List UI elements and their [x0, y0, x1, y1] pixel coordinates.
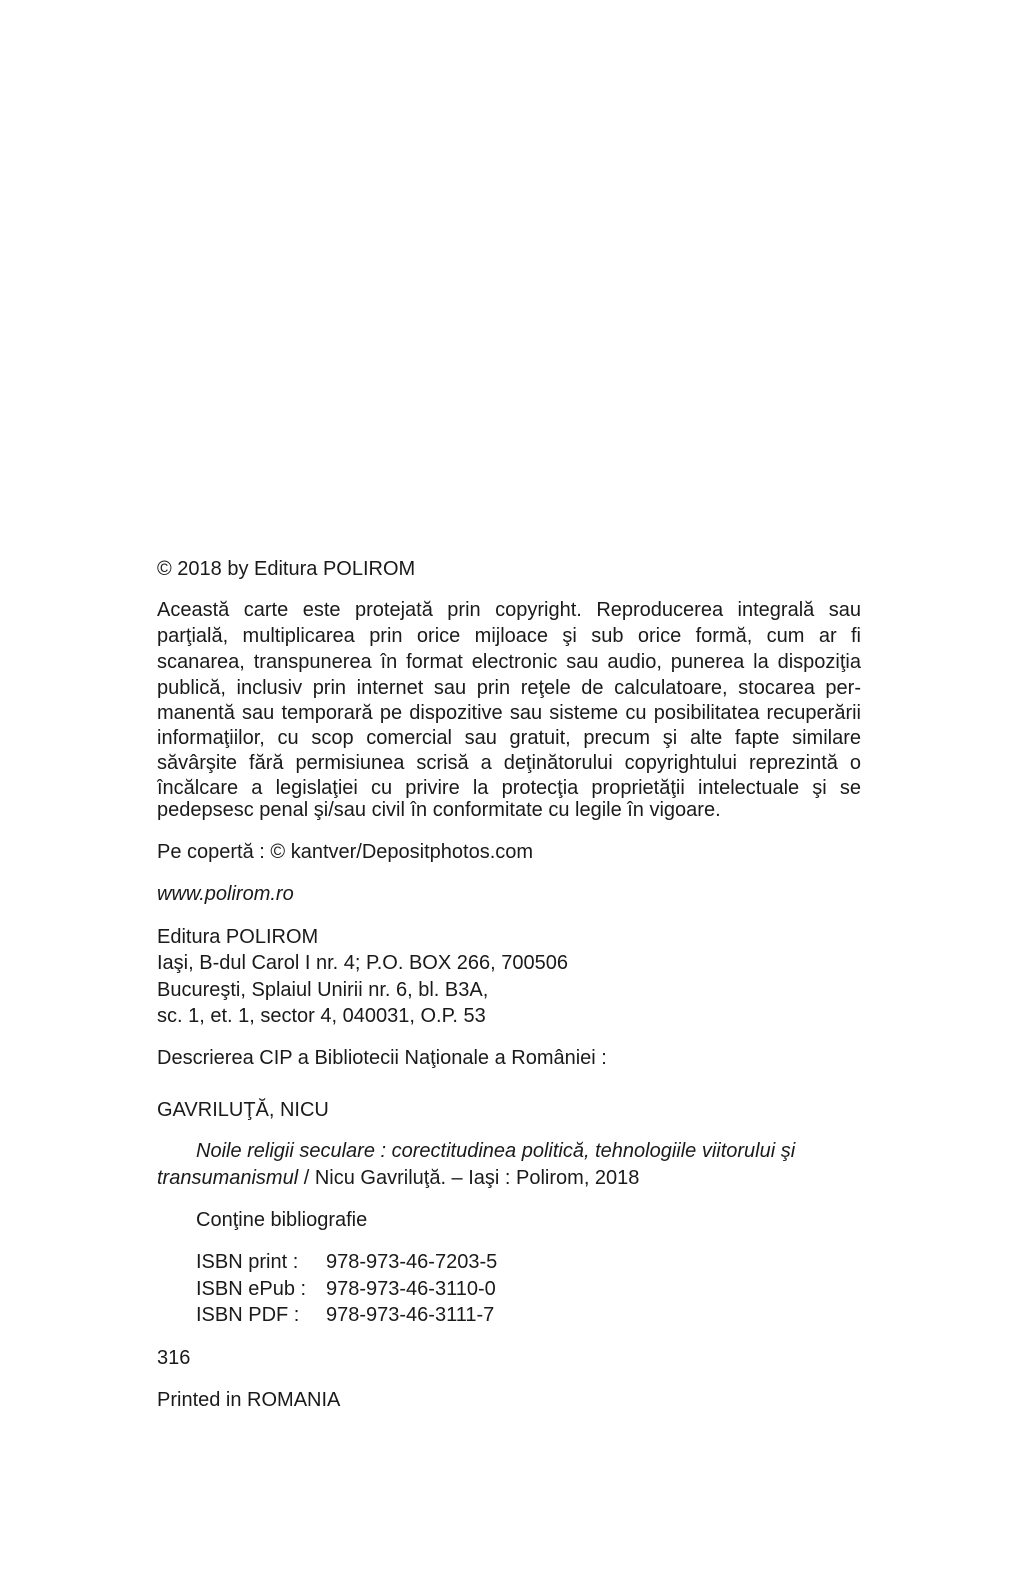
cover-credit: Pe copertă : © kantver/Depositphotos.com	[157, 841, 534, 863]
isbn-row	[196, 1303, 495, 1327]
address-line: Iaşi, B-dul Carol I nr. 4; P.O. BOX 266, 700506	[157, 952, 568, 974]
notice-line: scanarea, transpunerea în format electronic sau audio, punerea la dispoziţia	[157, 651, 861, 673]
cip-contents: Conţine bibliografie	[196, 1209, 368, 1231]
website-link[interactable]: www.polirom.ro	[157, 883, 294, 905]
notice-line: manentă sau temporară pe dispozitive sau sisteme cu posibilitatea recuperării	[157, 702, 861, 724]
address-line: sc. 1, et. 1, sector 4, 040031, O.P. 53	[157, 1005, 486, 1027]
notice-line: săvârşite fără permisiunea scrisă a deţinătorului copyrightului reprezintă o	[157, 752, 861, 774]
isbn-label: ISBN print :	[196, 1251, 299, 1273]
cip-title-end: transumanismul	[157, 1167, 299, 1189]
cip-author: GAVRILUŢĂ, NICU	[157, 1099, 329, 1121]
isbn-value: 978-973-46-3111-7	[326, 1304, 495, 1326]
isbn-label: ISBN PDF :	[196, 1304, 300, 1326]
copyright-line: © 2018 by Editura POLIROM	[157, 558, 416, 580]
isbn-row	[196, 1277, 496, 1301]
isbn-label: ISBN ePub :	[196, 1278, 307, 1300]
notice-line: Această carte este protejată prin copyright. Reproducerea integrală sau	[157, 599, 861, 621]
isbn-value: 978-973-46-3110-0	[326, 1278, 496, 1300]
address-line: Editura POLIROM	[157, 926, 319, 948]
class-number: 316	[157, 1347, 191, 1369]
notice-line: publică, inclusiv prin internet sau prin reţele de calculatoare, stocarea per-	[157, 677, 861, 699]
cip-publication: / Nicu Gavriluţă. – Iaşi : Polirom, 2018	[298, 1167, 640, 1189]
notice-line: parţială, multiplicarea prin orice mijloace şi sub orice formă, cum ar fi	[157, 625, 861, 647]
notice-line: informaţiilor, cu scop comercial sau gratuit, precum şi alte fapte similare	[157, 727, 861, 749]
isbn-row	[196, 1250, 498, 1274]
address-line: Bucureşti, Splaiul Unirii nr. 6, bl. B3A,	[157, 979, 489, 1001]
isbn-value: 978-973-46-7203-5	[326, 1251, 498, 1273]
cip-title-continued	[157, 1166, 639, 1190]
notice-line: încălcare a legislaţiei cu privire la protecţia proprietăţii intelectuale şi se	[157, 777, 861, 799]
printed-in: Printed in ROMANIA	[157, 1389, 341, 1411]
cip-heading: Descrierea CIP a Bibliotecii Naţionale a României :	[157, 1047, 607, 1069]
notice-line: pedepsesc penal şi/sau civil în conformitate cu legile în vigoare.	[157, 799, 721, 821]
cip-title: Noile religii seculare : corectitudinea politică, tehnologiile viitorului şi	[196, 1140, 796, 1162]
